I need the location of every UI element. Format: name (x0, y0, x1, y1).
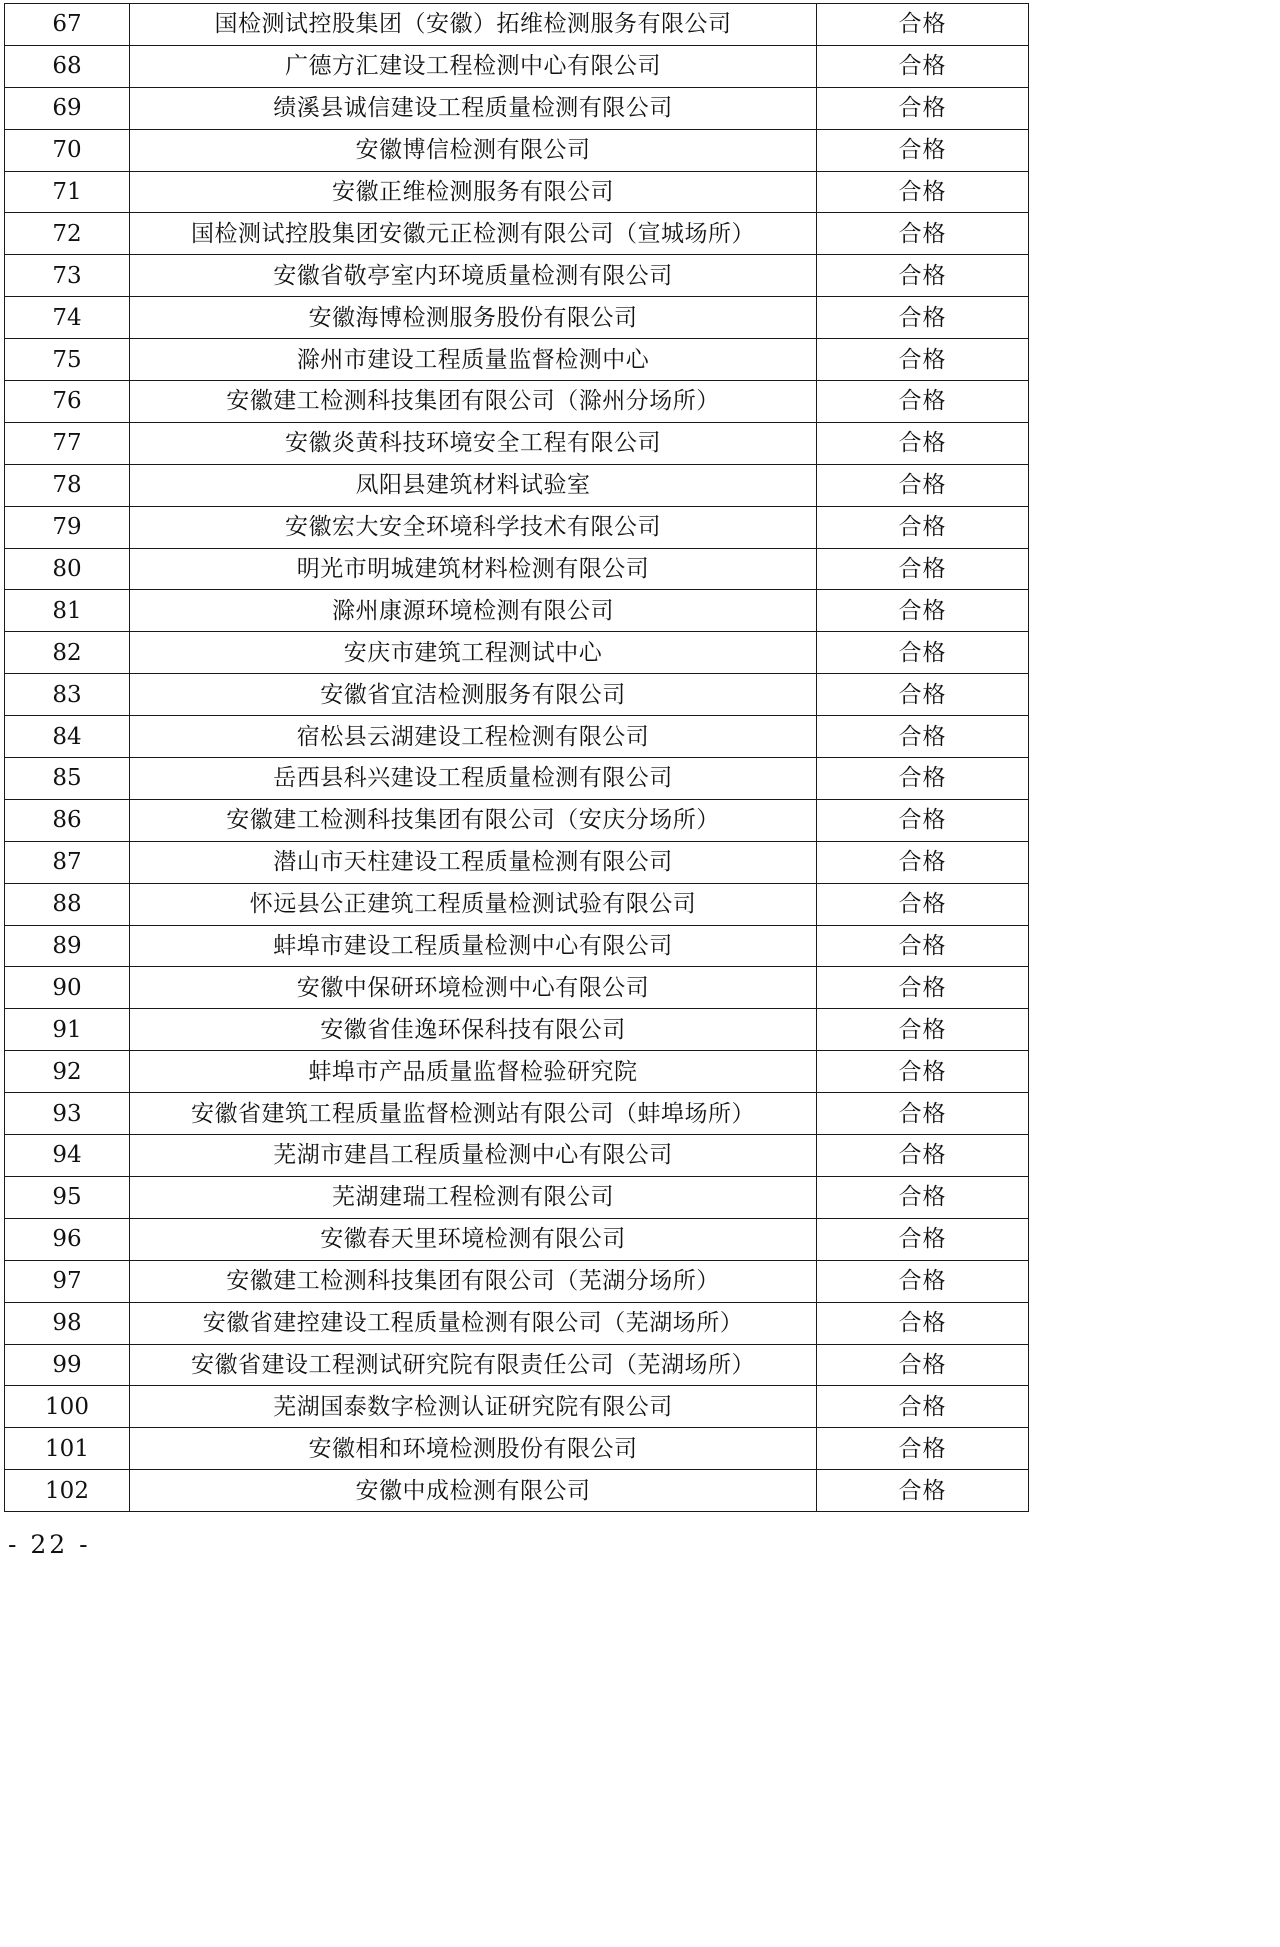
row-number-cell: 73 (5, 255, 130, 297)
organization-name-cell: 芜湖建瑞工程检测有限公司 (130, 1176, 817, 1218)
organization-name-cell: 安徽炎黄科技环境安全工程有限公司 (130, 422, 817, 464)
result-cell: 合格 (817, 716, 1029, 758)
table-row (5, 758, 1029, 800)
table-row (5, 1218, 1029, 1260)
row-number-cell: 81 (5, 590, 130, 632)
table-row (5, 1386, 1029, 1428)
organization-name-cell: 安徽宏大安全环境科学技术有限公司 (130, 506, 817, 548)
table-row (5, 548, 1029, 590)
result-cell: 合格 (817, 1176, 1029, 1218)
result-cell: 合格 (817, 4, 1029, 46)
result-cell: 合格 (817, 1135, 1029, 1177)
result-cell: 合格 (817, 87, 1029, 129)
organization-name-cell: 安徽春天里环境检测有限公司 (130, 1218, 817, 1260)
table-row (5, 87, 1029, 129)
row-number-cell: 93 (5, 1093, 130, 1135)
table-row (5, 1135, 1029, 1177)
table-row (5, 1260, 1029, 1302)
row-number-cell: 69 (5, 87, 130, 129)
row-number-cell: 88 (5, 883, 130, 925)
result-cell: 合格 (817, 1051, 1029, 1093)
row-number-cell: 74 (5, 297, 130, 339)
row-number-cell: 70 (5, 129, 130, 171)
row-number-cell: 98 (5, 1302, 130, 1344)
table-row (5, 4, 1029, 46)
result-cell: 合格 (817, 129, 1029, 171)
table-row (5, 925, 1029, 967)
row-number-cell: 100 (5, 1386, 130, 1428)
result-cell: 合格 (817, 674, 1029, 716)
result-cell: 合格 (817, 925, 1029, 967)
result-cell: 合格 (817, 548, 1029, 590)
organization-name-cell: 滁州康源环境检测有限公司 (130, 590, 817, 632)
organization-name-cell: 滁州市建设工程质量监督检测中心 (130, 339, 817, 381)
result-cell: 合格 (817, 171, 1029, 213)
table-row (5, 967, 1029, 1009)
table-row (5, 799, 1029, 841)
row-number-cell: 102 (5, 1470, 130, 1512)
table-row (5, 883, 1029, 925)
organization-name-cell: 安徽省建控建设工程质量检测有限公司（芜湖场所） (130, 1302, 817, 1344)
table-row (5, 1051, 1029, 1093)
organization-name-cell: 安庆市建筑工程测试中心 (130, 632, 817, 674)
table-row (5, 1176, 1029, 1218)
table-row (5, 1093, 1029, 1135)
row-number-cell: 101 (5, 1428, 130, 1470)
table-row (5, 674, 1029, 716)
result-cell: 合格 (817, 883, 1029, 925)
result-cell: 合格 (817, 506, 1029, 548)
row-number-cell: 82 (5, 632, 130, 674)
row-number-cell: 89 (5, 925, 130, 967)
row-number-cell: 90 (5, 967, 130, 1009)
row-number-cell: 87 (5, 841, 130, 883)
row-number-cell: 83 (5, 674, 130, 716)
result-cell: 合格 (817, 1470, 1029, 1512)
organization-name-cell: 广德方汇建设工程检测中心有限公司 (130, 45, 817, 87)
table-row (5, 255, 1029, 297)
table-row (5, 1344, 1029, 1386)
table-row (5, 506, 1029, 548)
row-number-cell: 76 (5, 381, 130, 423)
table-row (5, 1302, 1029, 1344)
organization-name-cell: 安徽中成检测有限公司 (130, 1470, 817, 1512)
organization-name-cell: 芜湖市建昌工程质量检测中心有限公司 (130, 1135, 817, 1177)
table-row (5, 841, 1029, 883)
organization-name-cell: 怀远县公正建筑工程质量检测试验有限公司 (130, 883, 817, 925)
result-cell: 合格 (817, 632, 1029, 674)
organization-name-cell: 潜山市天柱建设工程质量检测有限公司 (130, 841, 817, 883)
table-row (5, 1009, 1029, 1051)
row-number-cell: 71 (5, 171, 130, 213)
table-row (5, 213, 1029, 255)
table-body (5, 4, 1029, 1512)
organization-name-cell: 安徽省敬亭室内环境质量检测有限公司 (130, 255, 817, 297)
result-cell: 合格 (817, 1302, 1029, 1344)
result-cell: 合格 (817, 339, 1029, 381)
row-number-cell: 91 (5, 1009, 130, 1051)
result-cell: 合格 (817, 590, 1029, 632)
row-number-cell: 92 (5, 1051, 130, 1093)
table-row (5, 422, 1029, 464)
table-row (5, 381, 1029, 423)
organization-name-cell: 安徽正维检测服务有限公司 (130, 171, 817, 213)
table-row (5, 339, 1029, 381)
result-cell: 合格 (817, 758, 1029, 800)
row-number-cell: 72 (5, 213, 130, 255)
row-number-cell: 84 (5, 716, 130, 758)
row-number-cell: 96 (5, 1218, 130, 1260)
table-row (5, 464, 1029, 506)
organization-name-cell: 安徽省宜洁检测服务有限公司 (130, 674, 817, 716)
row-number-cell: 95 (5, 1176, 130, 1218)
table-row (5, 1470, 1029, 1512)
organization-name-cell: 安徽中保研环境检测中心有限公司 (130, 967, 817, 1009)
row-number-cell: 79 (5, 506, 130, 548)
row-number-cell: 77 (5, 422, 130, 464)
row-number-cell: 68 (5, 45, 130, 87)
table-row (5, 590, 1029, 632)
organization-name-cell: 安徽海博检测服务股份有限公司 (130, 297, 817, 339)
organization-name-cell: 宿松县云湖建设工程检测有限公司 (130, 716, 817, 758)
organization-name-cell: 芜湖国泰数字检测认证研究院有限公司 (130, 1386, 817, 1428)
result-cell: 合格 (817, 381, 1029, 423)
row-number-cell: 85 (5, 758, 130, 800)
table-row (5, 1428, 1029, 1470)
organization-name-cell: 明光市明城建筑材料检测有限公司 (130, 548, 817, 590)
organization-name-cell: 安徽建工检测科技集团有限公司（滁州分场所） (130, 381, 817, 423)
organization-name-cell: 安徽建工检测科技集团有限公司（安庆分场所） (130, 799, 817, 841)
organization-name-cell: 蚌埠市产品质量监督检验研究院 (130, 1051, 817, 1093)
inspection-results-table (4, 3, 1029, 1512)
result-cell: 合格 (817, 1260, 1029, 1302)
organization-name-cell: 绩溪县诚信建设工程质量检测有限公司 (130, 87, 817, 129)
result-cell: 合格 (817, 967, 1029, 1009)
organization-name-cell: 凤阳县建筑材料试验室 (130, 464, 817, 506)
row-number-cell: 80 (5, 548, 130, 590)
organization-name-cell: 安徽省建设工程测试研究院有限责任公司（芜湖场所） (130, 1344, 817, 1386)
row-number-cell: 97 (5, 1260, 130, 1302)
row-number-cell: 67 (5, 4, 130, 46)
table-row (5, 45, 1029, 87)
organization-name-cell: 安徽建工检测科技集团有限公司（芜湖分场所） (130, 1260, 817, 1302)
result-cell: 合格 (817, 297, 1029, 339)
result-cell: 合格 (817, 1428, 1029, 1470)
result-cell: 合格 (817, 213, 1029, 255)
organization-name-cell: 国检测试控股集团安徽元正检测有限公司（宣城场所） (130, 213, 817, 255)
table-row (5, 297, 1029, 339)
row-number-cell: 99 (5, 1344, 130, 1386)
result-cell: 合格 (817, 841, 1029, 883)
table-row (5, 716, 1029, 758)
result-cell: 合格 (817, 255, 1029, 297)
result-cell: 合格 (817, 45, 1029, 87)
organization-name-cell: 蚌埠市建设工程质量检测中心有限公司 (130, 925, 817, 967)
row-number-cell: 86 (5, 799, 130, 841)
organization-name-cell: 安徽省建筑工程质量监督检测站有限公司（蚌埠场所） (130, 1093, 817, 1135)
result-cell: 合格 (817, 1386, 1029, 1428)
organization-name-cell: 国检测试控股集团（安徽）拓维检测服务有限公司 (130, 4, 817, 46)
table-row (5, 171, 1029, 213)
result-cell: 合格 (817, 464, 1029, 506)
organization-name-cell: 安徽省佳逸环保科技有限公司 (130, 1009, 817, 1051)
organization-name-cell: 安徽相和环境检测股份有限公司 (130, 1428, 817, 1470)
table-row (5, 129, 1029, 171)
result-cell: 合格 (817, 422, 1029, 464)
organization-name-cell: 岳西县科兴建设工程质量检测有限公司 (130, 758, 817, 800)
row-number-cell: 94 (5, 1135, 130, 1177)
organization-name-cell: 安徽博信检测有限公司 (130, 129, 817, 171)
row-number-cell: 78 (5, 464, 130, 506)
result-cell: 合格 (817, 1344, 1029, 1386)
row-number-cell: 75 (5, 339, 130, 381)
result-cell: 合格 (817, 1009, 1029, 1051)
result-cell: 合格 (817, 1218, 1029, 1260)
result-cell: 合格 (817, 1093, 1029, 1135)
result-cell: 合格 (817, 799, 1029, 841)
table-row (5, 632, 1029, 674)
page-number: - 22 - (8, 1530, 91, 1559)
